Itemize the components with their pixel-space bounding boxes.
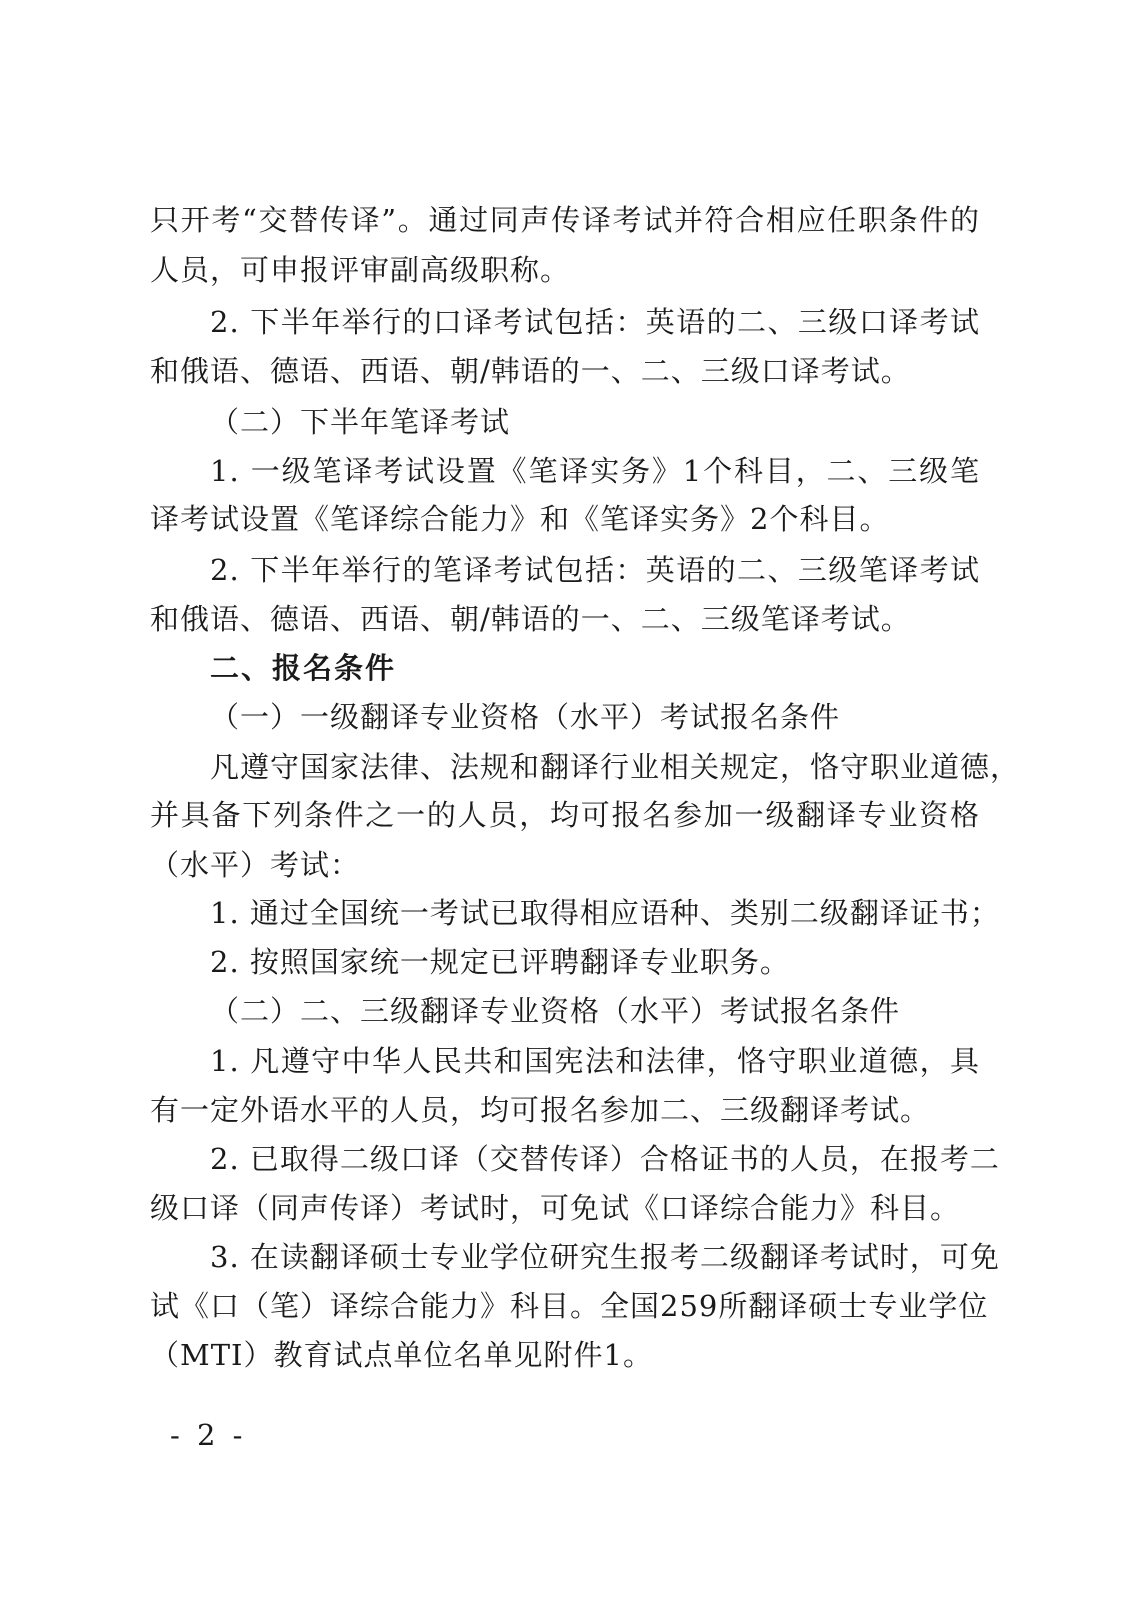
paragraph-line: 1. 通过全国统一考试已取得相应语种、类别二级翻译证书；: [210, 896, 1000, 930]
paragraph-line: 和俄语、德语、西语、朝/韩语的一、二、三级口译考试。: [150, 354, 911, 388]
paragraph-line: 试《口（笔）译综合能力》科目。全国259所翻译硕士专业学位: [150, 1289, 989, 1323]
paragraph-line: 有一定外语水平的人员，均可报名参加二、三级翻译考试。: [150, 1093, 931, 1127]
paragraph-line: 凡遵守国家法律、法规和翻译行业相关规定，恪守职业道德，: [210, 750, 1021, 784]
paragraph-line: （MTI）教育试点单位名单见附件1。: [150, 1338, 653, 1372]
section-subheading: （二）下半年笔译考试: [210, 405, 511, 439]
section-heading: 二、报名条件: [210, 651, 397, 685]
paragraph-line: 1. 一级笔译考试设置《笔译实务》1个科目，二、三级笔: [210, 454, 980, 488]
paragraph-line: 和俄语、德语、西语、朝/韩语的一、二、三级笔译考试。: [150, 602, 911, 636]
paragraph-line: 1. 凡遵守中华人民共和国宪法和法律，恪守职业道德，具: [210, 1044, 980, 1078]
page-number: - 2 -: [170, 1418, 247, 1452]
paragraph-line: 人员，可申报评审副高级职称。: [150, 253, 571, 287]
paragraph-line: 2. 下半年举行的笔译考试包括：英语的二、三级笔译考试: [210, 553, 980, 587]
paragraph-line: 只开考“交替传译”。通过同声传译考试并符合相应任职条件的: [150, 203, 980, 237]
paragraph-line: 2. 下半年举行的口译考试包括：英语的二、三级口译考试: [210, 305, 980, 339]
paragraph-line: 并具备下列条件之一的人员，均可报名参加一级翻译专业资格: [150, 798, 980, 832]
paragraph-line: 译考试设置《笔译综合能力》和《笔译实务》2个科目。: [150, 502, 890, 536]
paragraph-line: 级口译（同声传译）考试时，可免试《口译综合能力》科目。: [150, 1191, 961, 1225]
paragraph-line: 2. 按照国家统一规定已评聘翻译专业职务。: [210, 945, 790, 979]
paragraph-line: （水平）考试：: [150, 848, 361, 882]
paragraph-line: 3. 在读翻译硕士专业学位研究生报考二级翻译考试时，可免: [210, 1240, 1000, 1274]
paragraph-line: 2. 已取得二级口译（交替传译）合格证书的人员，在报考二: [210, 1142, 1000, 1176]
section-subheading: （一）一级翻译专业资格（水平）考试报名条件: [210, 700, 841, 734]
section-subheading: （二）二、三级翻译专业资格（水平）考试报名条件: [210, 994, 901, 1028]
